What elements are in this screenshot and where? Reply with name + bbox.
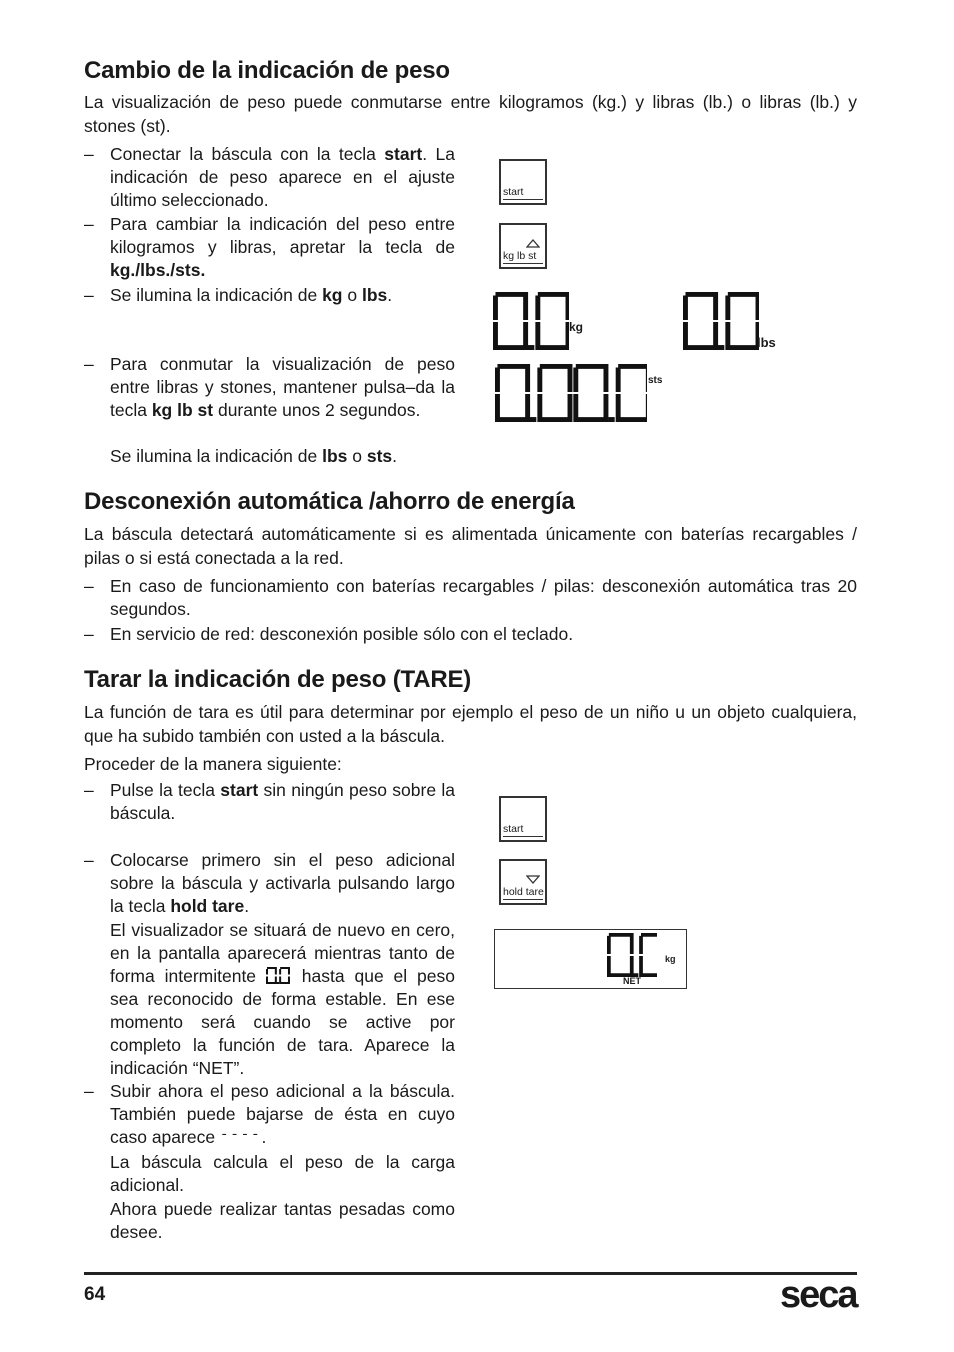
dashes-glyph: ---- — [219, 1127, 262, 1143]
unit-sts-label: sts — [648, 375, 663, 386]
segment-digit — [495, 294, 525, 347]
display-sts — [495, 364, 647, 422]
start-key-label: start — [503, 824, 543, 837]
segment-dot — [608, 417, 614, 422]
segment-digit — [497, 366, 527, 419]
start-key-illustration — [499, 796, 547, 842]
kg-lb-st-key-illustration — [499, 223, 547, 269]
section-title-auto-off: Desconexión automática /ahorro de energía — [84, 488, 575, 515]
intro-auto-off: La báscula detectará automáticamente si es alimentada únicamente con baterías recargables / pilas o si está conectada a la red. — [84, 524, 857, 568]
kg-lb-st-key-label: kg lb st — [503, 251, 543, 264]
triangle-down-icon — [526, 875, 540, 884]
display-lbs — [683, 292, 759, 350]
segment-dot — [276, 982, 279, 984]
intro-weight-unit: La visualización de peso puede conmutarse entre kilogramos (kg.) y libras (lb.) o libras (lb.) y stones (st). — [84, 92, 857, 136]
segment-digit — [609, 935, 632, 975]
net-label: NET — [623, 976, 641, 986]
display-net — [607, 933, 657, 977]
footer-rule — [84, 1272, 857, 1275]
unit-lbs-label: lbs — [757, 335, 776, 350]
segment-digit — [538, 294, 568, 347]
intro-tare-procedure: Proceder de la manera siguiente: — [84, 754, 342, 774]
page-number: 64 — [84, 1284, 106, 1305]
segment-digit — [728, 294, 758, 347]
segment-digit — [267, 968, 276, 983]
segment-dot — [530, 417, 536, 422]
hold-tare-key-illustration — [499, 859, 547, 905]
blinking-zero-glyph — [266, 967, 292, 984]
segment-dot — [718, 345, 724, 350]
section-title-tare: Tarar la indicación de peso (TARE) — [84, 666, 472, 693]
unit-kg-label: kg — [569, 320, 584, 334]
segment-digit — [576, 366, 606, 419]
start-key-illustration — [499, 159, 547, 205]
display-kg — [493, 292, 569, 350]
segment-digit — [280, 968, 289, 983]
brand-logo: seca — [780, 1274, 857, 1316]
start-key-label: start — [503, 187, 543, 200]
segment-digit — [540, 366, 570, 419]
triangle-up-icon — [526, 239, 540, 248]
section-title-weight-unit: Cambio de la indicación de peso — [84, 57, 450, 84]
hold-tare-key-label: hold tare — [503, 886, 544, 898]
intro-tare: La función de tara es útil para determinar por ejemplo el peso de un niño u un objeto cualquiera, que ha subido también con usted a la báscula. — [84, 702, 857, 746]
segment-dot — [528, 345, 534, 350]
segment-digit — [618, 366, 647, 419]
segment-digit — [641, 935, 657, 975]
unit-kg-label: kg — [665, 954, 676, 964]
segment-digit — [685, 294, 715, 347]
net-display-panel — [494, 929, 687, 989]
